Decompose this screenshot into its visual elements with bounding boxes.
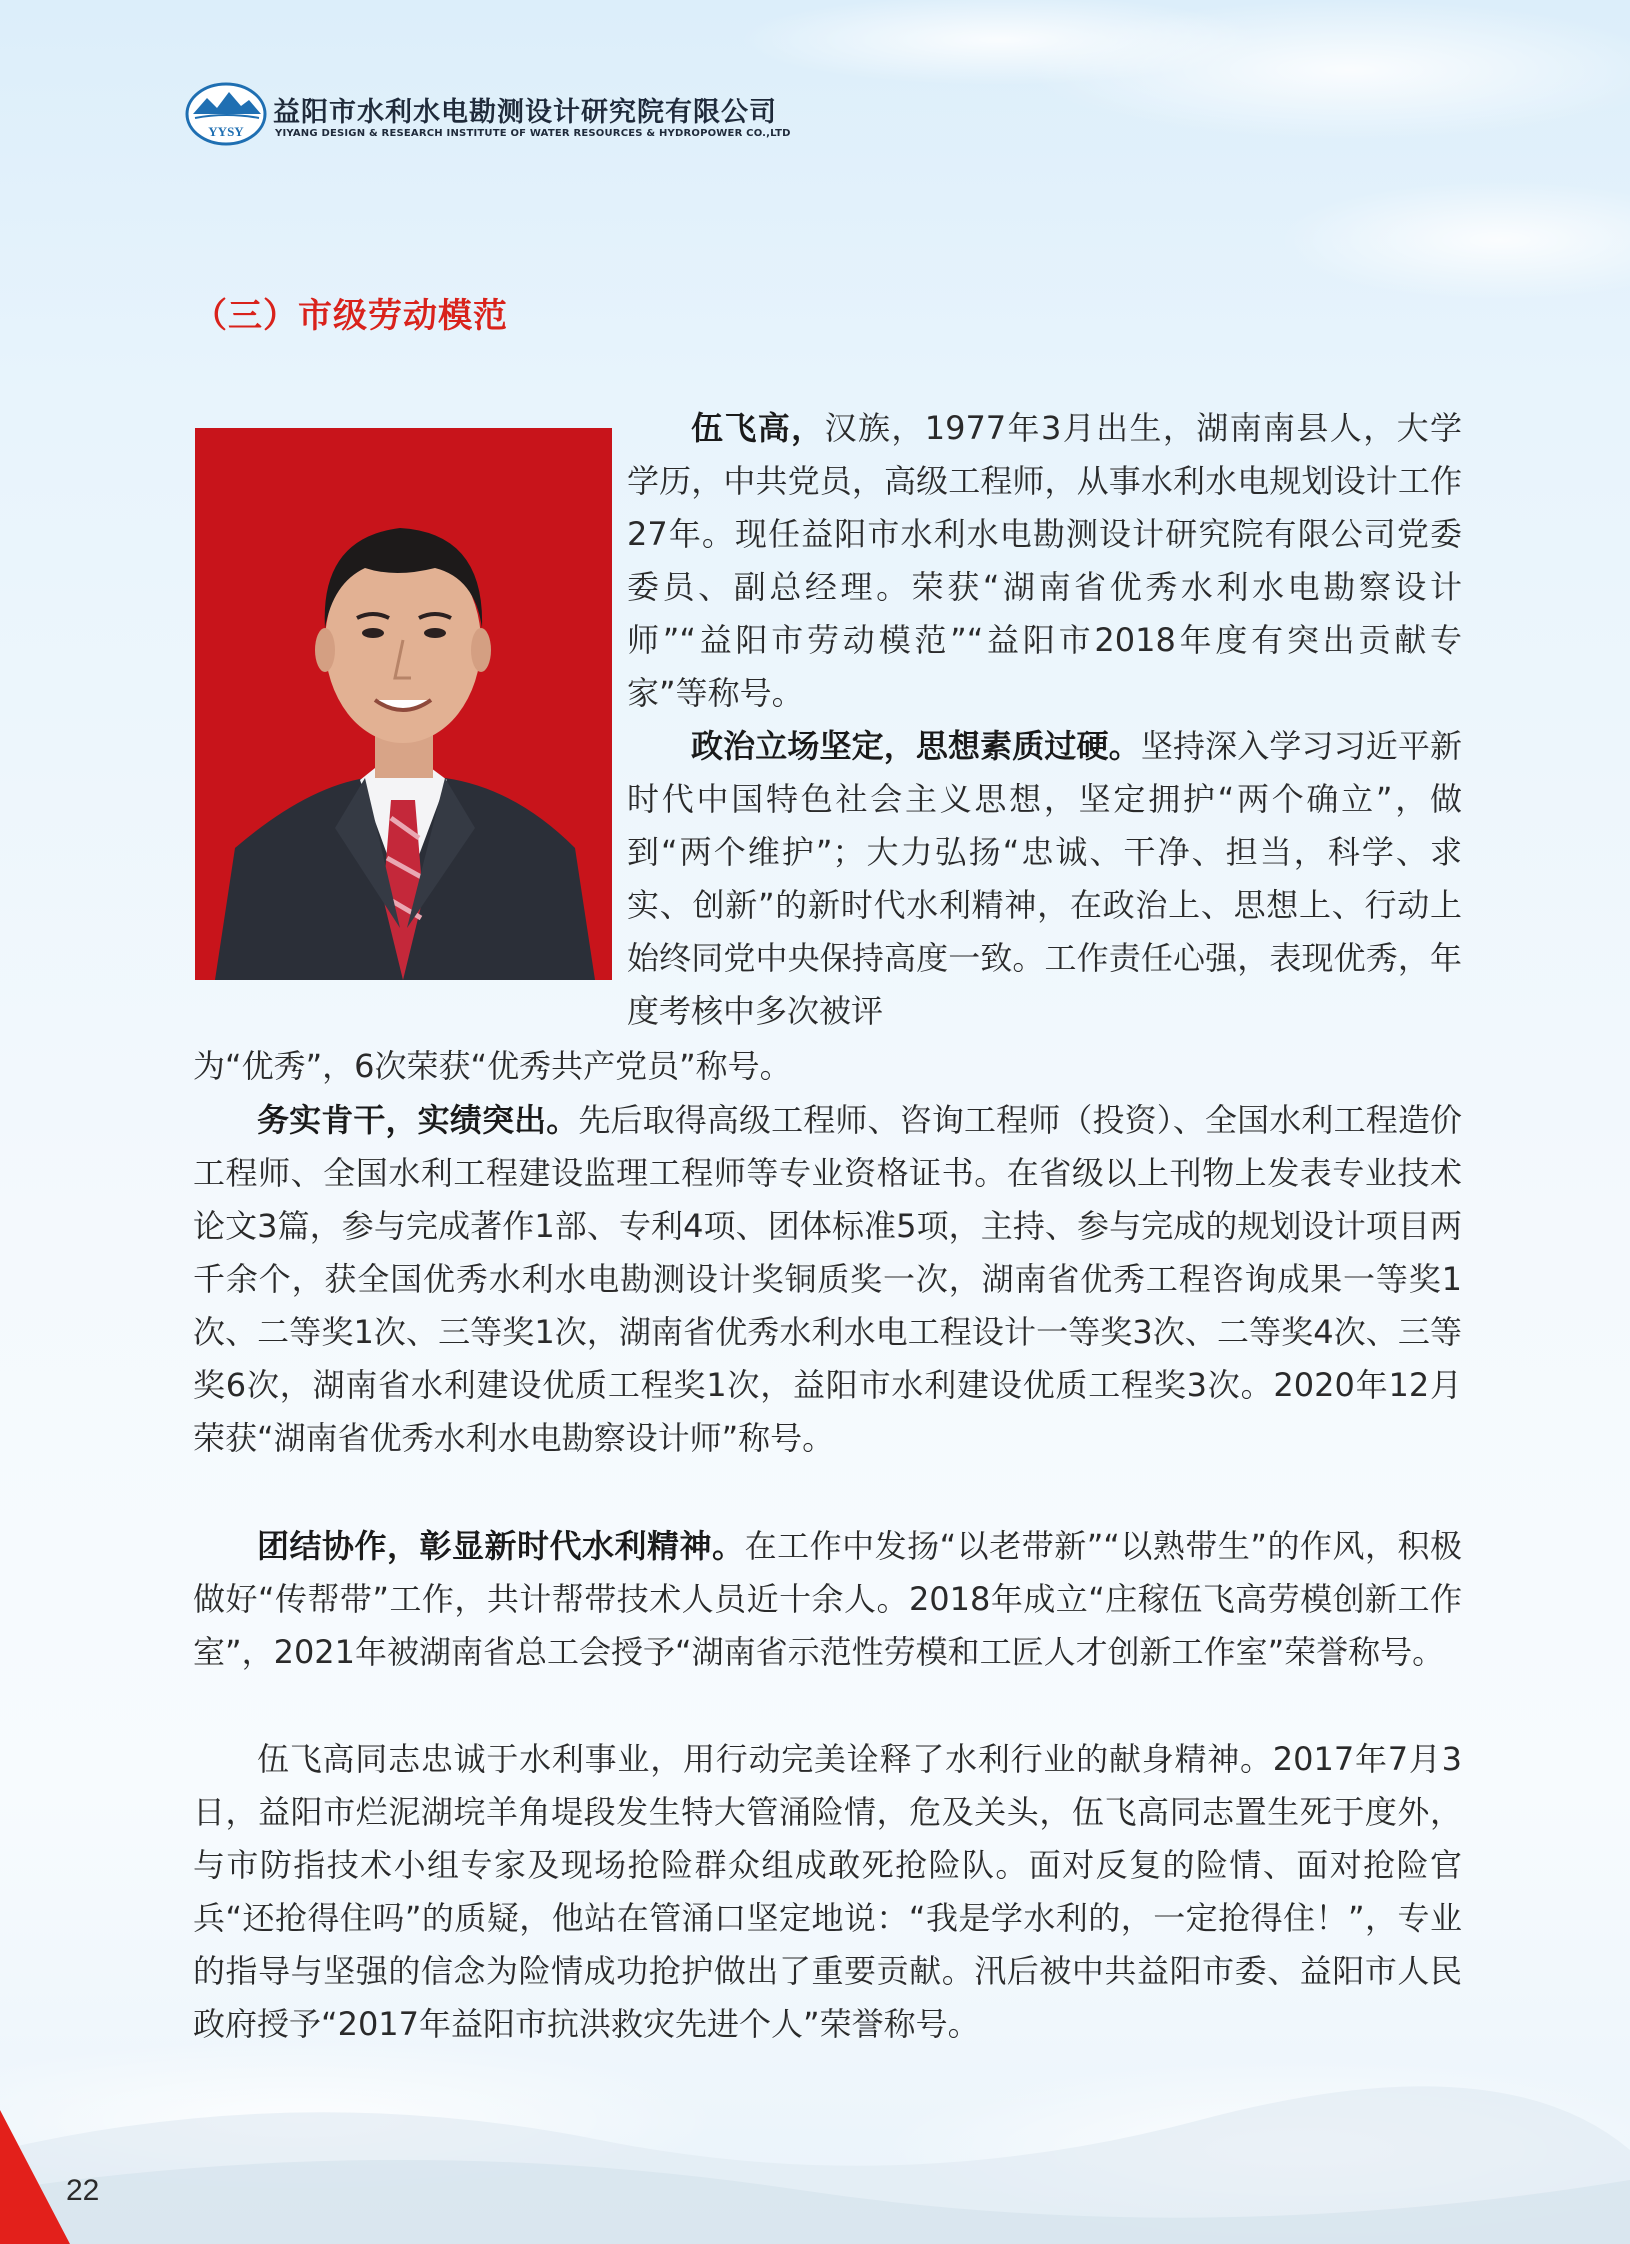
achievement-text: 先后取得高级工程师、咨询工程师（投资）、全国水利工程造价工程师、全国水利工程建设监理工程师等专业资格证书。在省级以上刊物上发表专业技术论文3篇，参与完成著作1部、专利4项、团体标准5项，主持、参与完成的规划设计项目两千余个，获全国优秀水利水电勘测设计奖铜质奖一次，湖南省优秀工程咨询成果一等奖1次、二等奖1次、三等奖1次，湖南省优秀水利水电工程设计一等奖3次、二等奖4次、三等奖6次，湖南省水利建设优质工程奖1次，益阳市水利建设优质工程奖3次。2020年12月荣获“湖南省优秀水利水电勘察设计师”称号。	[193, 1101, 1462, 1457]
company-logo-icon	[185, 82, 267, 146]
intro-paragraph	[627, 402, 1462, 720]
politics-text: 坚持深入学习习近平新时代中国特色社会主义思想，坚定拥护“两个确立”，做到“两个维护”；大力弘扬“忠诚、干净、担当，科学、求实、创新”的新时代水利精神，在政治上、思想上、行动上始终同党中央保持高度一致。工作责任心强，表现优秀，年度考核中多次被评	[627, 727, 1462, 1030]
achievement-paragraph	[193, 1094, 1462, 1465]
logo-text: YYSY	[208, 124, 244, 139]
page-number: 22	[66, 2174, 100, 2207]
politics-heading: 政治立场坚定，思想素质过硬。	[691, 727, 1141, 765]
teamwork-heading: 团结协作，彰显新时代水利精神。	[257, 1527, 745, 1565]
dedication-paragraph	[193, 1733, 1462, 2051]
corner-decoration	[0, 2110, 70, 2244]
teamwork-text: 在工作中发扬“以老带新”“以熟带生”的作风，积极做好“传帮带”工作，共计帮带技术人员近十余人。2018年成立“庄稼伍飞高劳模创新工作室”，2021年被湖南省总工会授予“湖南省示范性劳模和工匠人才创新工作室”荣誉称号。	[193, 1527, 1462, 1671]
person-name: 伍飞高，	[691, 409, 825, 447]
dedication-text: 伍飞高同志忠诚于水利事业，用行动完美诠释了水利行业的献身精神。2017年7月3日，益阳市烂泥湖垸羊角堤段发生特大管涌险情，危及关头，伍飞高同志置生死于度外，与市防指技术小组专家及现场抢险群众组成敢死抢险队。面对反复的险情、面对抢险官兵“还抢得住吗”的质疑，他站在管涌口坚定地说：“我是学水利的，一定抢得住！”，专业的指导与坚强的信念为险情成功抢护做出了重要贡献。汛后被中共益阳市委、益阳市人民政府授予“2017年益阳市抗洪救灾先进个人”荣誉称号。	[193, 1740, 1462, 2043]
politics-paragraph	[627, 720, 1462, 1038]
header	[185, 80, 885, 150]
politics-tail-text: 为“优秀”，6次荣获“优秀共产党员”称号。	[193, 1047, 792, 1085]
intro-text: 汉族，1977年3月出生，湖南南县人，大学学历，中共党员，高级工程师，从事水利水电规划设计工作27年。现任益阳市水利水电勘测设计研究院有限公司党委委员、副总经理。荣获“湖南省优秀水利水电勘察设计师”“益阳市劳动模范”“益阳市2018年度有突出贡献专家”等称号。	[627, 409, 1462, 712]
teamwork-paragraph	[193, 1520, 1462, 1679]
section-title: （三）市级劳动模范	[193, 296, 508, 336]
achievement-heading: 务实肯干，实绩突出。	[257, 1101, 579, 1139]
politics-paragraph-tail	[193, 1040, 1462, 1093]
org-name-en: YIYANG DESIGN & RESEARCH INSTITUTE OF WATER RESOURCES & HYDROPOWER CO.,LTD	[275, 128, 791, 139]
org-name-cn: 益阳市水利水电勘测设计研究院有限公司	[273, 97, 777, 128]
portrait-photo	[195, 428, 612, 980]
